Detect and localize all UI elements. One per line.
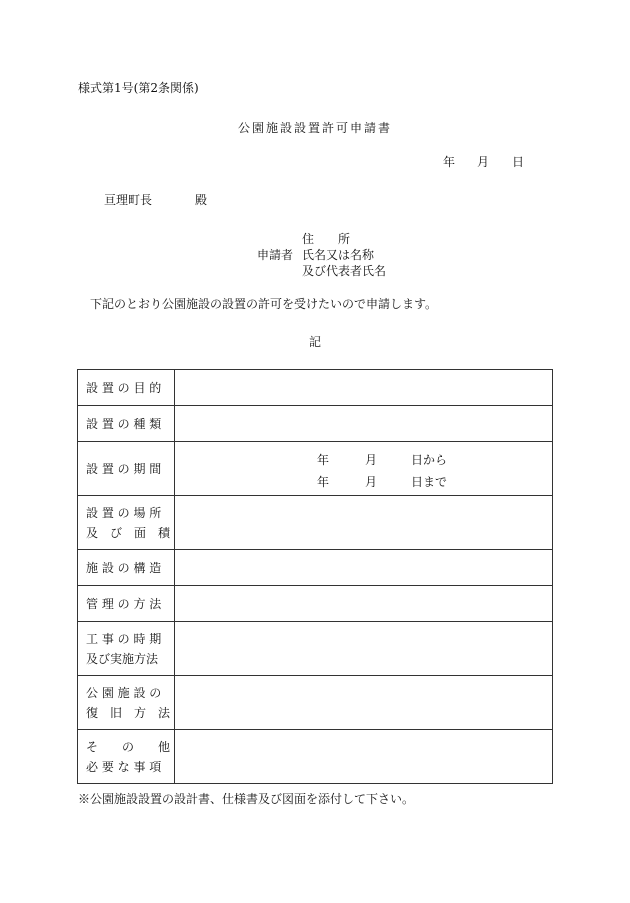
date-month-label: 月: [477, 155, 490, 169]
construction-value-cell[interactable]: [175, 622, 553, 676]
table-row: [78, 730, 553, 784]
table-row: [78, 676, 553, 730]
addressee: 亘理町長: [104, 193, 153, 207]
row-label: 施 設 の 構 造: [86, 560, 162, 575]
row-label: 公 園 施 設 の: [86, 685, 162, 700]
label-cell: [78, 586, 175, 622]
row-label: 及 び 面 積: [86, 525, 171, 540]
table-row: [78, 550, 553, 586]
attachment-note: ※公園施設設置の設計書、仕様書及び図面を添付して下さい。: [78, 792, 415, 806]
period-to-month: 月: [365, 475, 378, 489]
table-row: [78, 370, 553, 406]
row-label: 設 置 の 場 所: [86, 505, 162, 520]
row-label: 設 置 の 種 類: [86, 416, 162, 431]
location-area-value-cell[interactable]: [175, 496, 553, 550]
period-to-year: 年: [317, 475, 330, 489]
request-statement: 下記のとおり公園施設の設置の許可を受けたいので申請します。: [90, 297, 438, 311]
purpose-value-cell[interactable]: [175, 370, 553, 406]
period-from-month: 月: [365, 453, 378, 467]
form-number: 様式第1号(第2条関係): [78, 81, 199, 95]
table-row: [78, 496, 553, 550]
table-row: [78, 442, 553, 496]
label-cell: [78, 622, 175, 676]
type-value-cell[interactable]: [175, 406, 553, 442]
ki-heading: 記: [308, 335, 321, 349]
application-details-table: [77, 369, 553, 784]
applicant-address-label: 住 所: [302, 232, 351, 246]
other-value-cell[interactable]: [175, 730, 553, 784]
period-value-cell[interactable]: [175, 442, 553, 496]
row-label: 必 要 な 事 項: [86, 759, 162, 774]
date-year-label: 年: [443, 155, 456, 169]
label-cell: [78, 406, 175, 442]
row-label: 管 理 の 方 法: [86, 596, 162, 611]
label-cell: [78, 676, 175, 730]
table-row: [78, 406, 553, 442]
date-day-label: 日: [512, 155, 525, 169]
table-row: [78, 586, 553, 622]
applicant-label: 申請者: [257, 248, 294, 262]
row-label: 設 置 の 期 間: [86, 461, 162, 476]
label-cell: [78, 550, 175, 586]
applicant-representative-label: 及び代表者氏名: [302, 264, 387, 278]
label-cell: [78, 496, 175, 550]
period-from-day: 日から: [411, 453, 448, 467]
structure-value-cell[interactable]: [175, 550, 553, 586]
period-from-year: 年: [317, 453, 330, 467]
honorific: 殿: [195, 193, 208, 207]
label-cell: [78, 370, 175, 406]
restoration-value-cell[interactable]: [175, 676, 553, 730]
management-value-cell[interactable]: [175, 586, 553, 622]
label-cell: [78, 442, 175, 496]
period-to-day: 日まで: [411, 475, 448, 489]
label-cell: [78, 730, 175, 784]
row-label: そ の 他: [86, 739, 171, 754]
row-label: 工 事 の 時 期: [86, 631, 162, 646]
row-label: 設 置 の 目 的: [86, 380, 162, 395]
row-label: 復 旧 方 法: [86, 705, 171, 720]
table-row: [78, 622, 553, 676]
document-title: 公園施設設置許可申請書: [237, 121, 392, 135]
applicant-name-label: 氏名又は名称: [302, 248, 375, 262]
row-label: 及び実施方法: [86, 651, 159, 666]
